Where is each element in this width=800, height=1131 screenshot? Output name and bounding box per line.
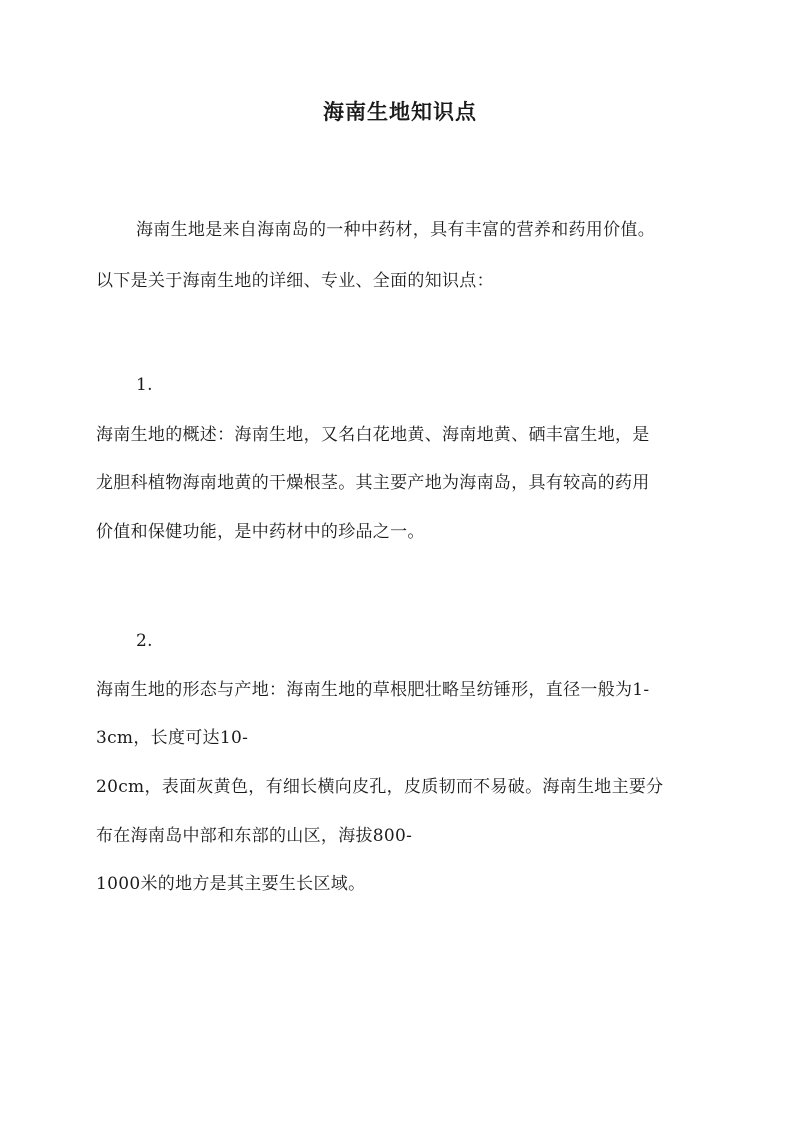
- section-1-number: 1.: [136, 375, 153, 395]
- section-2-line-2: 3cm，长度可达10-: [96, 728, 249, 748]
- section-1-line-1: 海南生地的概述：海南生地，又名白花地黄、海南地黄、硒丰富生地，是: [96, 425, 650, 445]
- section-2-number: 2.: [136, 631, 153, 651]
- intro-line-1: 海南生地是来自海南岛的一种中药材，具有丰富的营养和药用价值。: [136, 220, 655, 240]
- section-1-line-3: 价值和保健功能，是中药材中的珍品之一。: [96, 522, 425, 542]
- section-2-line-3: 20cm，表面灰黄色，有细长横向皮孔，皮质韧而不易破。海南生地主要分: [96, 777, 664, 797]
- document-title: 海南生地知识点: [323, 99, 477, 124]
- section-2-line-1: 海南生地的形态与产地：海南生地的草根肥壮略呈纺锤形，直径一般为1-: [96, 680, 650, 700]
- intro-line-2: 以下是关于海南生地的详细、专业、全面的知识点：: [96, 271, 494, 291]
- section-2-line-5: 1000米的地方是其主要生长区域。: [96, 874, 366, 894]
- section-1-line-2: 龙胆科植物海南地黄的干燥根茎。其主要产地为海南岛，具有较高的药用: [96, 473, 650, 493]
- section-2-line-4: 布在海南岛中部和东部的山区，海拔800-: [96, 826, 413, 846]
